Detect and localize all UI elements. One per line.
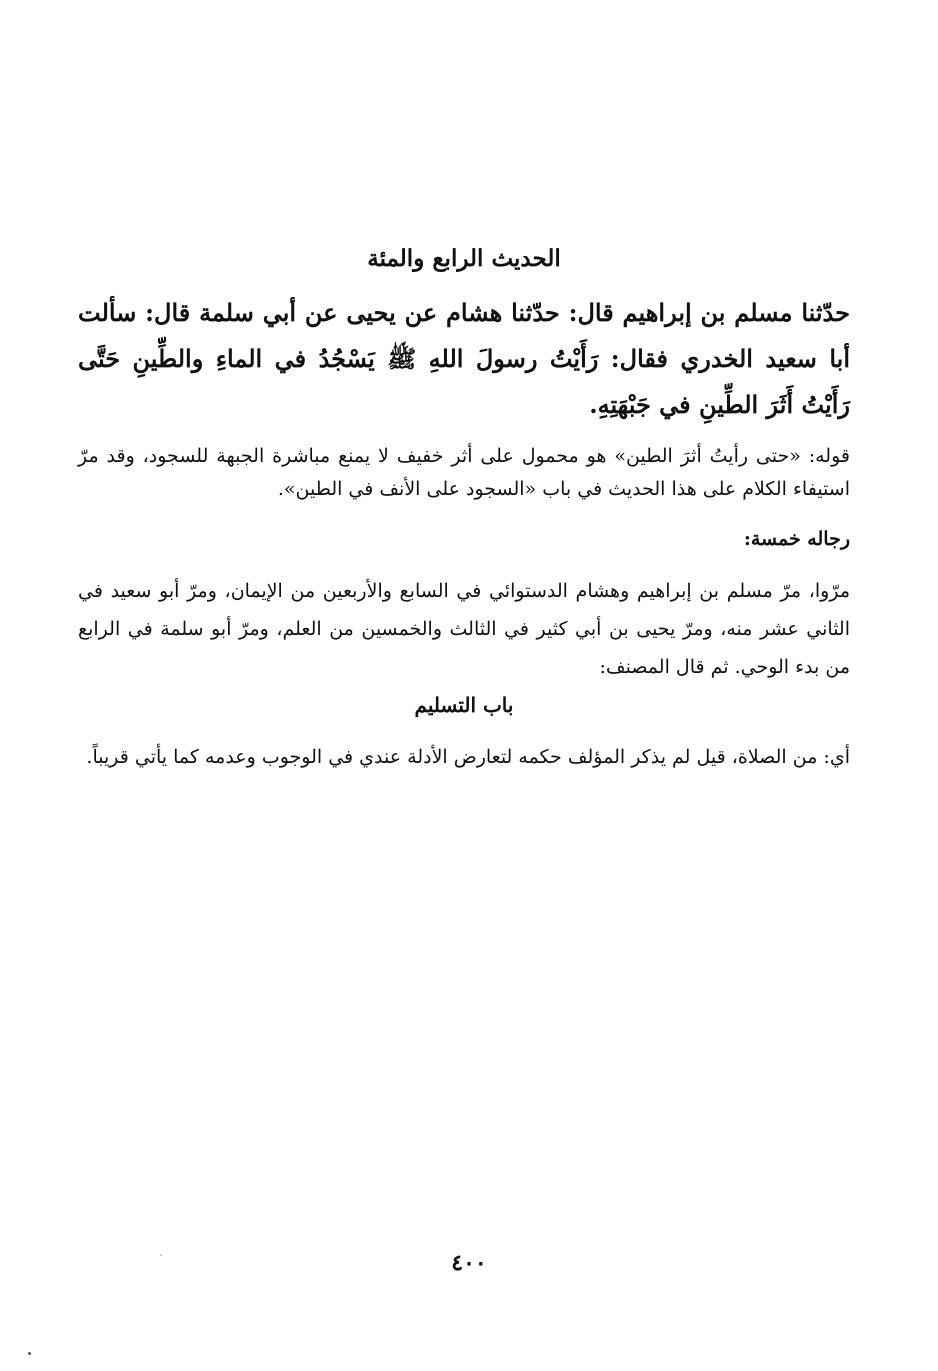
page-number: ٤٠٠: [451, 1250, 487, 1276]
chapter-heading: باب التسليم: [414, 693, 514, 717]
narrators-label: رجاله خمسة:: [743, 528, 850, 550]
narrators-paragraph: مرّوا، مرّ مسلم بن إبراهيم وهشام الدستوائي في السابع والأربعين من الإيمان، ومرّ أبو سعيد في الثاني عشر منه، ومرّ يحيى بن أبي كثير في الثالث والخمسين من العلم، ومرّ أبو سلمة في الرابع من بدء الوحي. ثم قال المصنف:: [78, 580, 850, 678]
chapter-paragraph: أي: من الصلاة، قيل لم يذكر المؤلف حكمه لتعارض الأدلة عندي في الوجوب وعدمه كما يأتي قريباً.: [86, 746, 850, 768]
hadith-heading: الحديث الرابع والمئة: [367, 245, 561, 272]
scan-speck: [28, 1352, 31, 1355]
commentary-paragraph: قوله: «حتى رأيتُ أثرَ الطين» هو محمول على أثر خفيف لا يمنع مباشرة الجبهة للسجود، وقد مرّ استيفاء الكلام على هذا الحديث في باب «السجود على الأنف في الطين».: [78, 445, 850, 500]
hadith-text: حدّثنا مسلم بن إبراهيم قال: حدّثنا هشام عن يحيى عن أبي سلمة قال: سألت أبا سعيد الخدري فقال: رَأَيْتُ رسولَ اللهِ ﷺ يَسْجُدُ في الماءِ والطِّينِ حَتَّى رَأَيْتُ أَثَرَ الطِّينِ في جَبْهَتِهِ.: [78, 298, 850, 419]
scan-speck: [160, 1254, 162, 1256]
